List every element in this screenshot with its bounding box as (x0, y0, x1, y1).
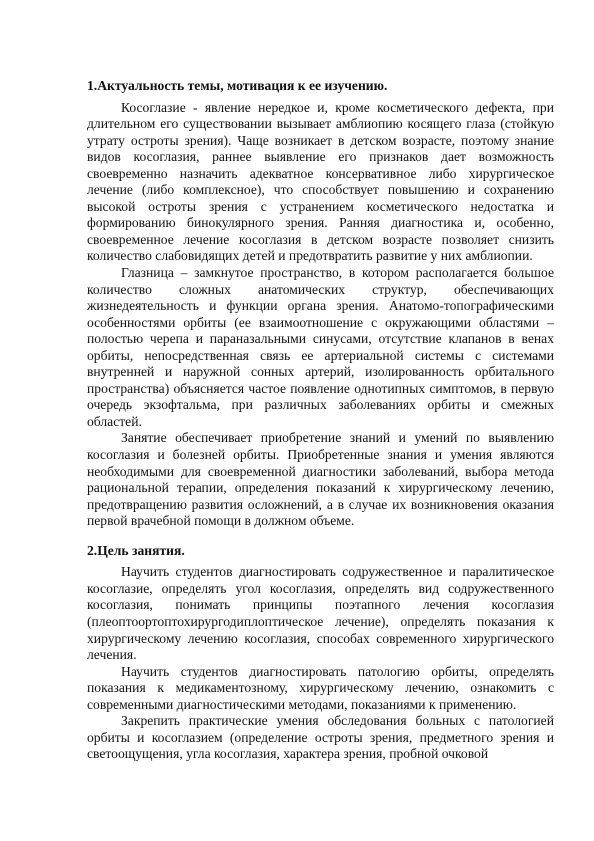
document-page (87, 78, 554, 763)
paragraph-goal-strabismus: Научить студентов диагностировать содружественное и паралитическое косоглазие, определять угол косоглазия, определять вид содружественного косоглазия, понимать принципы поэтапного лечения косоглазия (плеоптоортоптохирургодиплоптическое лечение), определять показания к хирургическому лечению косоглазия, способах современного хирургического лечения. (87, 564, 554, 663)
paragraph-strabismus-relevance: Косоглазие - явление нередкое и, кроме косметического дефекта, при длительном его существовании вызывает амблиопию косящего глаза (стойкую утрату остроты зрения). Чаще возникает в детском возрасте, поэтому знание видов косоглазия, раннее выявление его признаков дает возможность своевременно назначить адекватное консервативное либо хирургическое лечение (либо комплексное), что способствует повышению и сохранению высокой остроты зрения с устранением косметического недостатка и формированию бинокулярного зрения. Ранняя диагностика и, особенно, своевременное лечение косоглазия в детском возрасте позволяет снизить количество слабовидящих детей и предотвратить развитие у них амблиопии. (87, 99, 554, 264)
section-heading-goal: 2.Цель занятия. (87, 542, 185, 558)
paragraph-orbit-anatomy: Глазница – замкнутое пространство, в котором располагается большое количество сложных анатомических структур, обеспечивающих жизнедеятельность и функции органа зрения. Анатомо-топографическими особенностями орбиты (ее взаимоотношение с окружающими областями – полостью черепа и параназальными синусами, отсутствие клапанов в венах орбиты, непосредственная связь ее артериальной системы с системами внутренней и наружной сонных артерий, изолированность орбитального пространства) объясняется частое появление однотипных симптомов, в первую очередь экзофтальма, при различных заболеваниях орбиты и смежных областей. (87, 265, 554, 429)
paragraph-goal-orbit: Научить студентов диагностировать патологию орбиты, определять показания к медикаментозному, хирургическому лечению, ознакомить с современными диагностическими методами, показаниями к применению. (87, 663, 554, 712)
paragraph-goal-practical-skills: Закрепить практические умения обследования больных с патологией орбиты и косоглазием (определение остроты зрения, предметного зрения и светоощущения, угла косоглазия, характера зрения, пробной очковой (87, 713, 554, 762)
paragraph-lesson-benefits: Занятие обеспечивает приобретение знаний и умений по выявлению косоглазия и болезней орбиты. Приобретенные знания и умения являются необходимыми для своевременной диагностики заболеваний, выбора метода рациональной терапии, определения показаний к хирургическому лечению, предотвращению развития осложнений, а в случае их возникновения оказания первой врачебной помощи в должном объеме. (87, 430, 554, 529)
section-heading-relevance: 1.Актуальность темы, мотивация к ее изучению. (87, 78, 388, 93)
